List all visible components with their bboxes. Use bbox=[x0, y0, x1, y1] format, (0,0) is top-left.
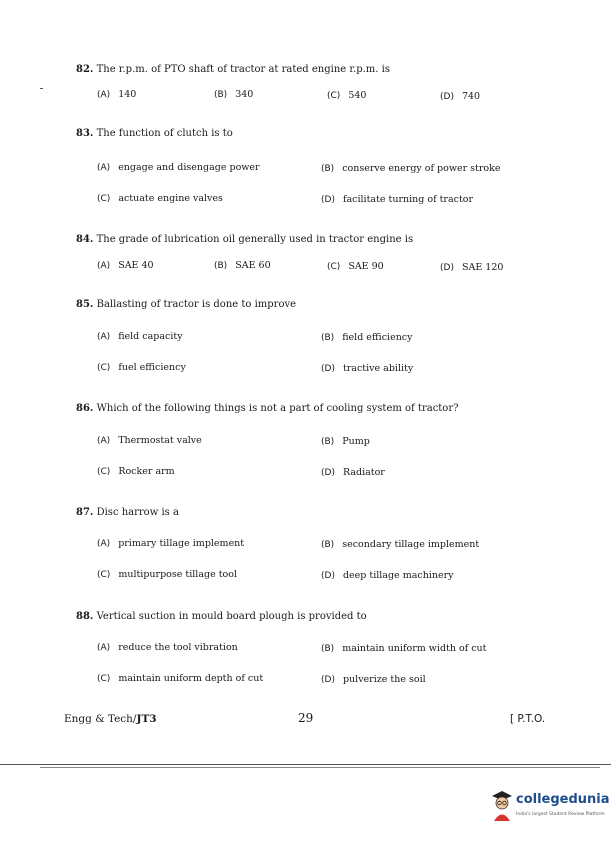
question-number: 87. bbox=[76, 507, 94, 518]
option-82-b: (B) 340 bbox=[214, 89, 254, 100]
option-86-d: (D) Radiator bbox=[321, 467, 385, 478]
option-83-b: (B) conserve energy of power stroke bbox=[321, 163, 501, 174]
page-divider-secondary bbox=[40, 767, 600, 768]
option-85-d: (D) tractive ability bbox=[321, 363, 414, 374]
option-84-d: (D) SAE 120 bbox=[440, 262, 504, 273]
question-83 bbox=[76, 128, 233, 139]
page-divider bbox=[0, 764, 611, 765]
option-84-b: (B) SAE 60 bbox=[214, 260, 271, 271]
collegedunia-logo bbox=[490, 788, 608, 826]
logo-tagline: India's largest Student Review Platform bbox=[516, 812, 605, 817]
option-84-a: (A) SAE 40 bbox=[97, 260, 154, 271]
option-84-c: (C) SAE 90 bbox=[327, 261, 384, 272]
option-82-c: (C) 540 bbox=[327, 90, 367, 101]
question-number: 85. bbox=[76, 299, 94, 310]
question-number: 83. bbox=[76, 128, 94, 139]
option-87-b: (B) secondary tillage implement bbox=[321, 539, 480, 550]
option-88-d: (D) pulverize the soil bbox=[321, 674, 426, 685]
option-86-a: (A) Thermostat valve bbox=[97, 435, 202, 446]
logo-wordmark: collegedunia bbox=[516, 792, 610, 807]
option-86-c: (C) Rocker arm bbox=[97, 466, 175, 477]
option-82-a: (A) 140 bbox=[97, 89, 137, 100]
option-86-b: (B) Pump bbox=[321, 436, 370, 447]
question-text: The grade of lubrication oil generally used in tractor engine is bbox=[96, 234, 414, 245]
question-87 bbox=[76, 507, 179, 518]
option-87-d: (D) deep tillage machinery bbox=[321, 570, 454, 581]
option-87-c: (C) multipurpose tillage tool bbox=[97, 569, 238, 580]
question-number: 86. bbox=[76, 403, 94, 414]
question-number: 88. bbox=[76, 611, 94, 622]
option-83-a: (A) engage and disengage power bbox=[97, 162, 260, 173]
option-83-d: (D) facilitate turning of tractor bbox=[321, 194, 474, 205]
question-85 bbox=[76, 299, 296, 310]
margin-mark bbox=[40, 88, 43, 89]
option-85-a: (A) field capacity bbox=[97, 331, 183, 342]
option-88-a: (A) reduce the tool vibration bbox=[97, 642, 238, 653]
question-86 bbox=[76, 403, 458, 414]
student-mascot-icon bbox=[490, 788, 514, 822]
option-87-a: (A) primary tillage implement bbox=[97, 538, 245, 549]
question-text: Which of the following things is not a part of cooling system of tractor? bbox=[96, 403, 459, 414]
question-text: Disc harrow is a bbox=[96, 507, 179, 518]
question-text: The r.p.m. of PTO shaft of tractor at rated engine r.p.m. is bbox=[96, 64, 390, 75]
option-85-c: (C) fuel efficiency bbox=[97, 362, 186, 373]
page-number: 29 bbox=[298, 711, 314, 725]
pto-label: [ P.T.O. bbox=[510, 713, 546, 725]
question-text: The function of clutch is to bbox=[96, 128, 233, 139]
paper-code: Engg & Tech/JT3 bbox=[64, 713, 157, 725]
option-88-c: (C) maintain uniform depth of cut bbox=[97, 673, 264, 684]
option-85-b: (B) field efficiency bbox=[321, 332, 413, 343]
question-88 bbox=[76, 611, 367, 622]
question-82 bbox=[76, 64, 390, 75]
option-88-b: (B) maintain uniform width of cut bbox=[321, 643, 487, 654]
question-84 bbox=[76, 234, 413, 245]
question-text: Vertical suction in mould board plough is provided to bbox=[96, 611, 367, 622]
option-83-c: (C) actuate engine valves bbox=[97, 193, 223, 204]
question-text: Ballasting of tractor is done to improve bbox=[96, 299, 297, 310]
question-number: 82. bbox=[76, 64, 94, 75]
question-number: 84. bbox=[76, 234, 94, 245]
option-82-d: (D) 740 bbox=[440, 91, 481, 102]
